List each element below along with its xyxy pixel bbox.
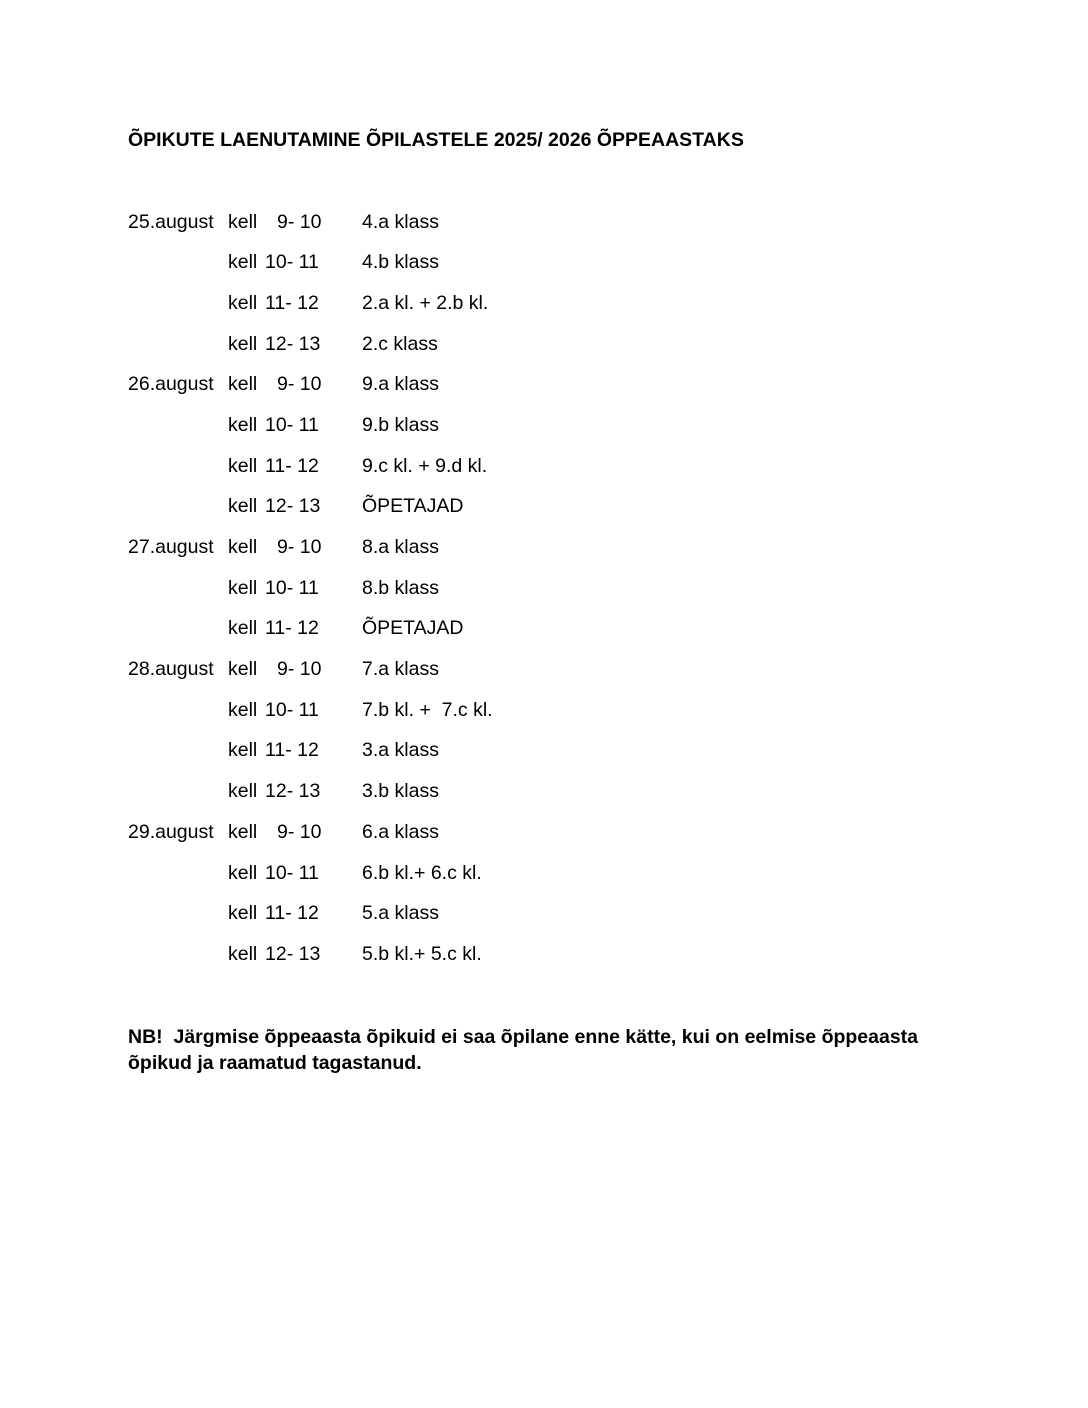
schedule-row: [0, 862, 1088, 888]
schedule-row: [0, 577, 1088, 603]
schedule-kell: kell: [228, 292, 258, 314]
schedule-time: 12- 13: [265, 780, 321, 802]
schedule-kell: kell: [228, 943, 258, 965]
schedule-row: [0, 373, 1088, 399]
schedule-time: 9- 10: [277, 536, 322, 558]
schedule-time: 12- 13: [265, 495, 321, 517]
schedule-kell: kell: [228, 658, 258, 680]
schedule-group: 4.a klass: [362, 211, 439, 233]
schedule-kell: kell: [228, 577, 258, 599]
schedule-row: [0, 780, 1088, 806]
schedule-row: [0, 251, 1088, 277]
schedule-row: [0, 455, 1088, 481]
schedule-date: 28.august: [128, 658, 214, 680]
schedule-kell: kell: [228, 862, 258, 884]
schedule-time: 10- 11: [265, 862, 319, 884]
schedule-group: 2.a kl. + 2.b kl.: [362, 292, 489, 314]
schedule-group: ÕPETAJAD: [362, 617, 464, 639]
schedule-group: 9.b klass: [362, 414, 439, 436]
schedule-kell: kell: [228, 414, 258, 436]
schedule-group: 7.a klass: [362, 658, 439, 680]
schedule-group: 9.c kl. + 9.d kl.: [362, 455, 488, 477]
schedule-row: [0, 699, 1088, 725]
schedule-kell: kell: [228, 739, 258, 761]
schedule-time: 11- 12: [265, 902, 319, 924]
schedule-kell: kell: [228, 495, 258, 517]
schedule-kell: kell: [228, 333, 258, 355]
schedule-kell: kell: [228, 780, 258, 802]
schedule-time: 11- 12: [265, 739, 319, 761]
schedule-group: 3.a klass: [362, 739, 439, 761]
schedule-row: [0, 495, 1088, 521]
schedule-time: 9- 10: [277, 373, 322, 395]
document-title: ÕPIKUTE LAENUTAMINE ÕPILASTELE 2025/ 2026 ÕPPEAASTAKS: [128, 129, 744, 151]
schedule-row: [0, 536, 1088, 562]
schedule-time: 10- 11: [265, 577, 319, 599]
schedule-kell: kell: [228, 617, 258, 639]
schedule-time: 10- 11: [265, 251, 319, 273]
schedule-time: 10- 11: [265, 699, 319, 721]
schedule-date: 27.august: [128, 536, 214, 558]
schedule-group: ÕPETAJAD: [362, 495, 464, 517]
schedule-time: 9- 10: [277, 658, 322, 680]
schedule-kell: kell: [228, 251, 258, 273]
schedule-kell: kell: [228, 211, 258, 233]
schedule-row: [0, 333, 1088, 359]
schedule-group: 4.b klass: [362, 251, 439, 273]
schedule-group: 6.a klass: [362, 821, 439, 843]
schedule-group: 8.b klass: [362, 577, 439, 599]
schedule-time: 9- 10: [277, 821, 322, 843]
schedule-time: 11- 12: [265, 617, 319, 639]
schedule-group: 5.a klass: [362, 902, 439, 924]
schedule-group: 6.b kl.+ 6.c kl.: [362, 862, 482, 884]
schedule-row: [0, 821, 1088, 847]
schedule-kell: kell: [228, 455, 258, 477]
schedule-row: [0, 658, 1088, 684]
notice-text: NB! Järgmise õppeaasta õpikuid ei saa õpilane enne kätte, kui on eelmise õppeaasta õpikud ja raamatud tagastanud.: [128, 1026, 924, 1074]
schedule-time: 12- 13: [265, 333, 321, 355]
schedule-kell: kell: [228, 902, 258, 924]
schedule-time: 9- 10: [277, 211, 322, 233]
schedule-date: 25.august: [128, 211, 214, 233]
schedule-date: 29.august: [128, 821, 214, 843]
schedule-group: 3.b klass: [362, 780, 439, 802]
schedule-time: 10- 11: [265, 414, 319, 436]
schedule-row: [0, 414, 1088, 440]
schedule-kell: kell: [228, 821, 258, 843]
schedule-group: 5.b kl.+ 5.c kl.: [362, 943, 482, 965]
schedule-row: [0, 292, 1088, 318]
schedule-date: 26.august: [128, 373, 214, 395]
notice-paragraph: [128, 1024, 948, 1076]
schedule-time: 11- 12: [265, 292, 319, 314]
schedule-group: 8.a klass: [362, 536, 439, 558]
schedule-group: 7.b kl. + 7.c kl.: [362, 699, 493, 721]
schedule-row: [0, 617, 1088, 643]
schedule-row: [0, 739, 1088, 765]
schedule-time: 12- 13: [265, 943, 321, 965]
schedule-kell: kell: [228, 536, 258, 558]
schedule-time: 11- 12: [265, 455, 319, 477]
schedule-group: 9.a klass: [362, 373, 439, 395]
schedule-kell: kell: [228, 373, 258, 395]
schedule-kell: kell: [228, 699, 258, 721]
schedule-row: [0, 943, 1088, 969]
schedule-row: [0, 211, 1088, 237]
schedule-group: 2.c klass: [362, 333, 438, 355]
schedule-row: [0, 902, 1088, 928]
